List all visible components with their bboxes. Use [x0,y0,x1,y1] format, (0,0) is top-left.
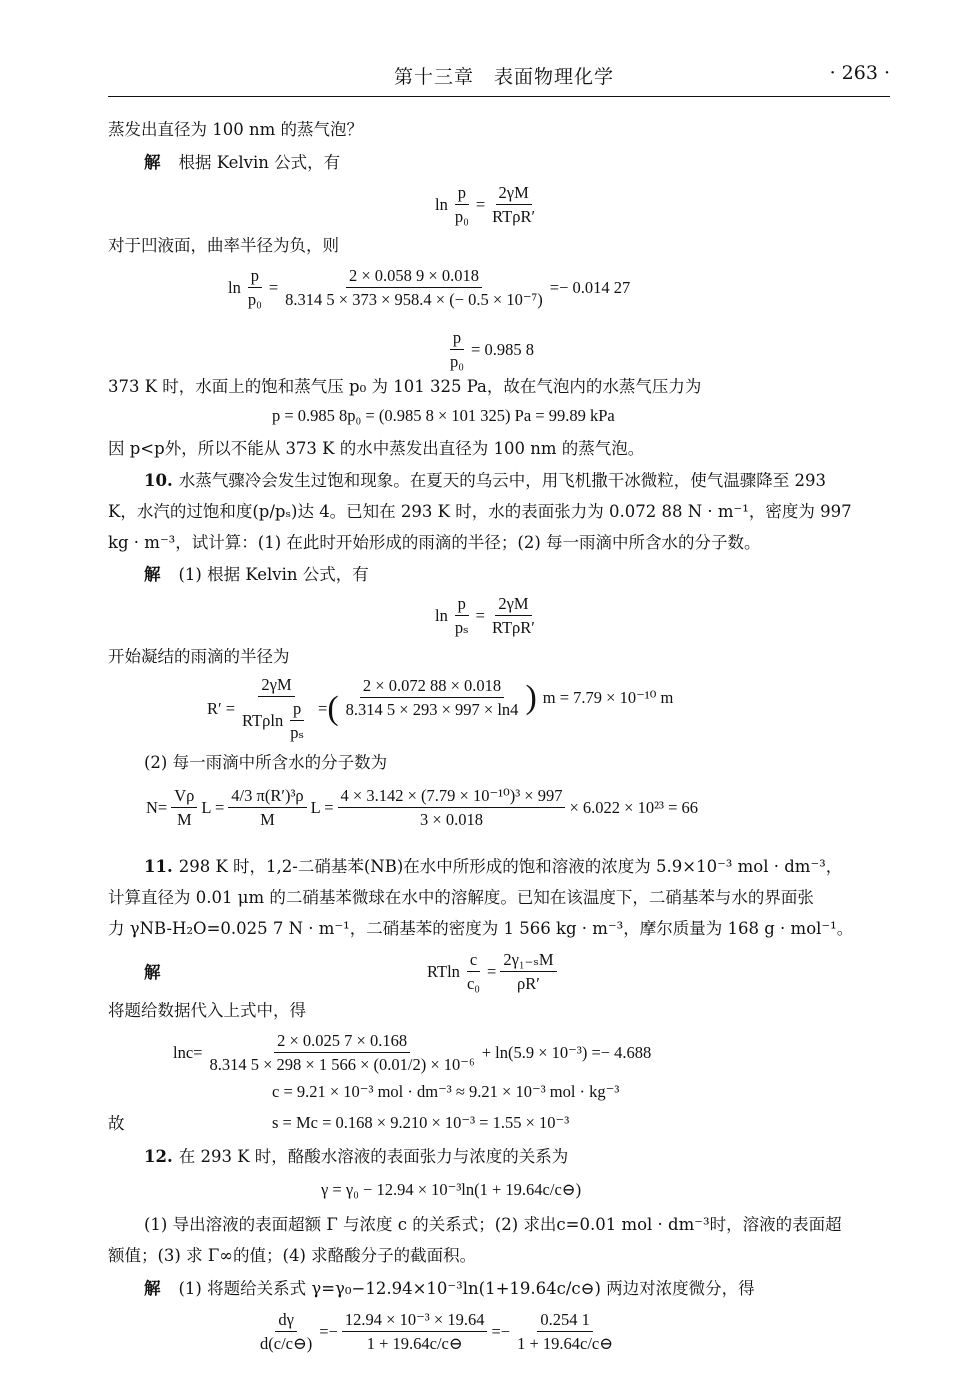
eq-term: RTln [427,961,460,981]
chapter-title: 第十三章 表面物理化学 [394,66,615,88]
text-span: 水蒸气骤冷会发生过饱和现象。在夏天的乌云中，用飞机撒干冰微粒，使气温骤降至 293 [178,471,826,490]
denominator [239,697,314,742]
text-line: 将题给数据代入上式中，得 [108,1001,306,1020]
eq-term: ln [435,194,448,214]
eq-term: + ln(5.9 × 10⁻³) =− 4.688 [481,1042,652,1062]
equation [253,1310,620,1353]
solution-tag [144,962,161,984]
denominator: p₀ [450,352,465,371]
equation [146,786,698,829]
denominator: 8.314 5 × 293 × 997 × ln4 [345,700,519,719]
text-line: 373 K 时，水面上的饱和蒸气压 p₀ 为 101 325 Pa，故在气泡内的水蒸气压力为 [108,377,702,396]
text-line: (1) 导出溶液的表面超额 Γ 与浓度 c 的关系式；(2) 求出c=0.01 mol · dm⁻³时，溶液的表面超 [144,1215,842,1234]
denominator: c₀ [466,974,481,993]
eq-term: ln [228,277,241,297]
numerator: p [290,699,304,721]
numerator: 4/3 π(R′)³ρ [228,786,306,808]
text-line: 对于凹液面，曲率半径为负，则 [108,236,339,255]
equation: γ = γ₀ − 12.94 × 10⁻³ln(1 + 19.64c/c⊖) [321,1180,582,1199]
text-span: 在 293 K 时，酪酸水溶液的表面张力与浓度的关系为 [178,1147,569,1166]
text-line: 开始凝结的雨滴的半径为 [108,647,290,666]
denominator: 3 × 0.018 [420,810,483,829]
eq-term: = [268,277,279,297]
denominator: p₀ [247,290,262,309]
fraction [171,786,197,829]
solution-line [144,152,340,174]
denominator: ρR′ [517,974,540,993]
eq-term: L = [201,797,225,817]
page-number: · 263 · [829,62,890,84]
numerator: 2γM [495,594,531,616]
denominator: RTρR′ [492,207,536,226]
fraction [452,183,472,226]
equation [228,266,630,309]
fraction [338,786,566,829]
text-line: 因 p<p外，所以不能从 373 K 的水中蒸发出直径为 100 nm 的蒸气泡。 [108,439,645,458]
text-line: 额值；(3) 求 Γ∞的值；(4) 求酪酸分子的截面积。 [108,1246,477,1265]
page-header [108,58,890,97]
denominator: p₀ [454,207,469,226]
numerator: 2γM [258,675,294,697]
problem-line [144,856,842,878]
problem-number: 11. [144,857,173,876]
equation [427,950,561,993]
text-line: 力 γNB-H₂O=0.025 7 N · m⁻¹，二硝基苯的密度为 1 566 kg · m⁻³，摩尔质量为 168 g · mol⁻¹。 [108,919,854,938]
eq-term: = [475,605,485,625]
numerator: 2 × 0.072 88 × 0.018 [360,676,504,698]
text-span: 298 K 时，1,2-二硝基苯(NB)在水中所形成的饱和溶液的浓度为 5.9×10⁻³ mol · dm⁻³， [178,857,843,876]
numerator: 2γM [496,183,532,205]
fraction [514,1310,616,1353]
fraction [452,594,472,637]
fraction [206,1031,477,1074]
denominator: M [260,810,275,829]
eq-term: =− [491,1321,511,1341]
denominator: 8.314 5 × 373 × 958.4 × (− 0.5 × 10⁻⁷) [285,290,543,309]
numerator: 2 × 0.025 7 × 0.168 [274,1031,410,1053]
fraction [228,786,306,829]
numerator: 4 × 3.142 × (7.79 × 10⁻¹⁰)³ × 997 [338,786,566,808]
denominator: RTρR′ [491,618,535,637]
equation: s = Mc = 0.168 × 9.210 × 10⁻³ = 1.55 × 10⁻³ [272,1113,570,1132]
equation-kelvin [435,183,542,226]
text-line: K，水汽的过饱和度(p/pₛ)达 4。已知在 293 K 时，水的表面张力为 0.072 88 N · m⁻¹，密度为 997 [108,502,852,521]
eq-term: = [475,194,486,214]
eq-term: RTρln [242,711,284,730]
fraction [287,699,307,742]
text-span: 根据 Kelvin 公式，有 [178,153,341,172]
eq-term: L = [310,797,334,817]
fraction [489,594,538,637]
numerator: 0.254 1 [537,1310,593,1332]
problem-number: 10. [144,471,173,490]
solution-line [144,1278,755,1300]
solution-tag: 解 [144,565,161,584]
numerator: 12.94 × 10⁻³ × 19.64 [342,1310,488,1332]
equation-kelvin [435,594,542,637]
text-line: (2) 每一雨滴中所含水的分子数为 [144,753,388,772]
numerator: p [248,266,262,288]
text-span: (1) 根据 Kelvin 公式，有 [178,565,369,584]
fraction [245,266,265,309]
numerator: Vρ [171,786,197,808]
denominator: d(c/c⊖) [260,1334,313,1353]
text-span: (1) 将题给关系式 γ=γ₀−12.94×10⁻³ln(1+19.64c/c⊖) 两边对浓度微分，得 [178,1279,755,1298]
denominator: 1 + 19.64c/c⊖ [366,1334,463,1353]
eq-term: =− 0.014 27 [549,277,631,297]
denominator: pₛ [290,723,305,742]
fraction [464,950,483,993]
fraction [447,328,467,371]
eq-term: lnc= [173,1042,203,1062]
numerator: p [450,328,464,350]
equation: c = 9.21 × 10⁻³ mol · dm⁻³ ≈ 9.21 × 10⁻³ mol · kg⁻³ [272,1082,620,1101]
denominator: 1 + 19.64c/c⊖ [517,1334,614,1353]
eq-term: R′ = [207,698,236,718]
text-line: kg · m⁻³，试计算：(1) 在此时开始形成的雨滴的半径；(2) 每一雨滴中所含水的分子数。 [108,533,761,552]
numerator: p [455,594,469,616]
equation: p = 0.985 8p₀ = (0.985 8 × 101 325) Pa = 99.89 kPa [272,406,615,425]
eq-term: = 0.985 8 [471,339,534,359]
fraction [282,266,546,309]
numerator: 2 × 0.058 9 × 0.018 [346,266,482,288]
fraction [500,950,556,993]
fraction [343,676,522,719]
text-line: 蒸发出直径为 100 nm 的蒸气泡？ [108,120,364,139]
eq-term: N= [146,797,168,817]
numerator: p [455,183,469,205]
denominator: 8.314 5 × 298 × 1 566 × (0.01/2) × 10⁻⁶ [209,1055,475,1074]
eq-term: × 6.022 × 10²³ = 66 [569,797,699,817]
denominator: pₛ [454,618,469,637]
fraction [239,675,314,742]
solution-line [144,564,369,586]
fraction [342,1310,488,1353]
eq-term: m = 7.79 × 10⁻¹⁰ m [542,687,674,707]
equation [173,1031,651,1074]
eq-term: ln [435,605,448,625]
problem-line [144,470,826,492]
problem-line [144,1146,568,1168]
text-line: 故 [108,1114,125,1133]
left-paren: ( [327,689,339,727]
equation [207,675,673,742]
numerator: c [467,950,480,972]
problem-number: 12. [144,1147,173,1166]
numerator: 2γ₁₋ₛM [500,950,556,972]
solution-tag: 解 [144,153,161,172]
eq-term: = [487,961,497,981]
text-line: 计算直径为 0.01 μm 的二硝基苯微球在水中的溶解度。已知在该温度下，二硝基苯与水的界面张 [108,888,814,907]
denominator: M [176,810,192,829]
right-paren: ) [525,678,537,716]
solution-tag: 解 [144,1279,161,1298]
equation [443,328,534,371]
numerator: dγ [275,1310,297,1332]
fraction [489,183,538,226]
eq-term: =− [319,1321,338,1341]
fraction [257,1310,315,1353]
solution-tag-text: 解 [144,963,161,982]
eq-term: = [318,698,328,718]
